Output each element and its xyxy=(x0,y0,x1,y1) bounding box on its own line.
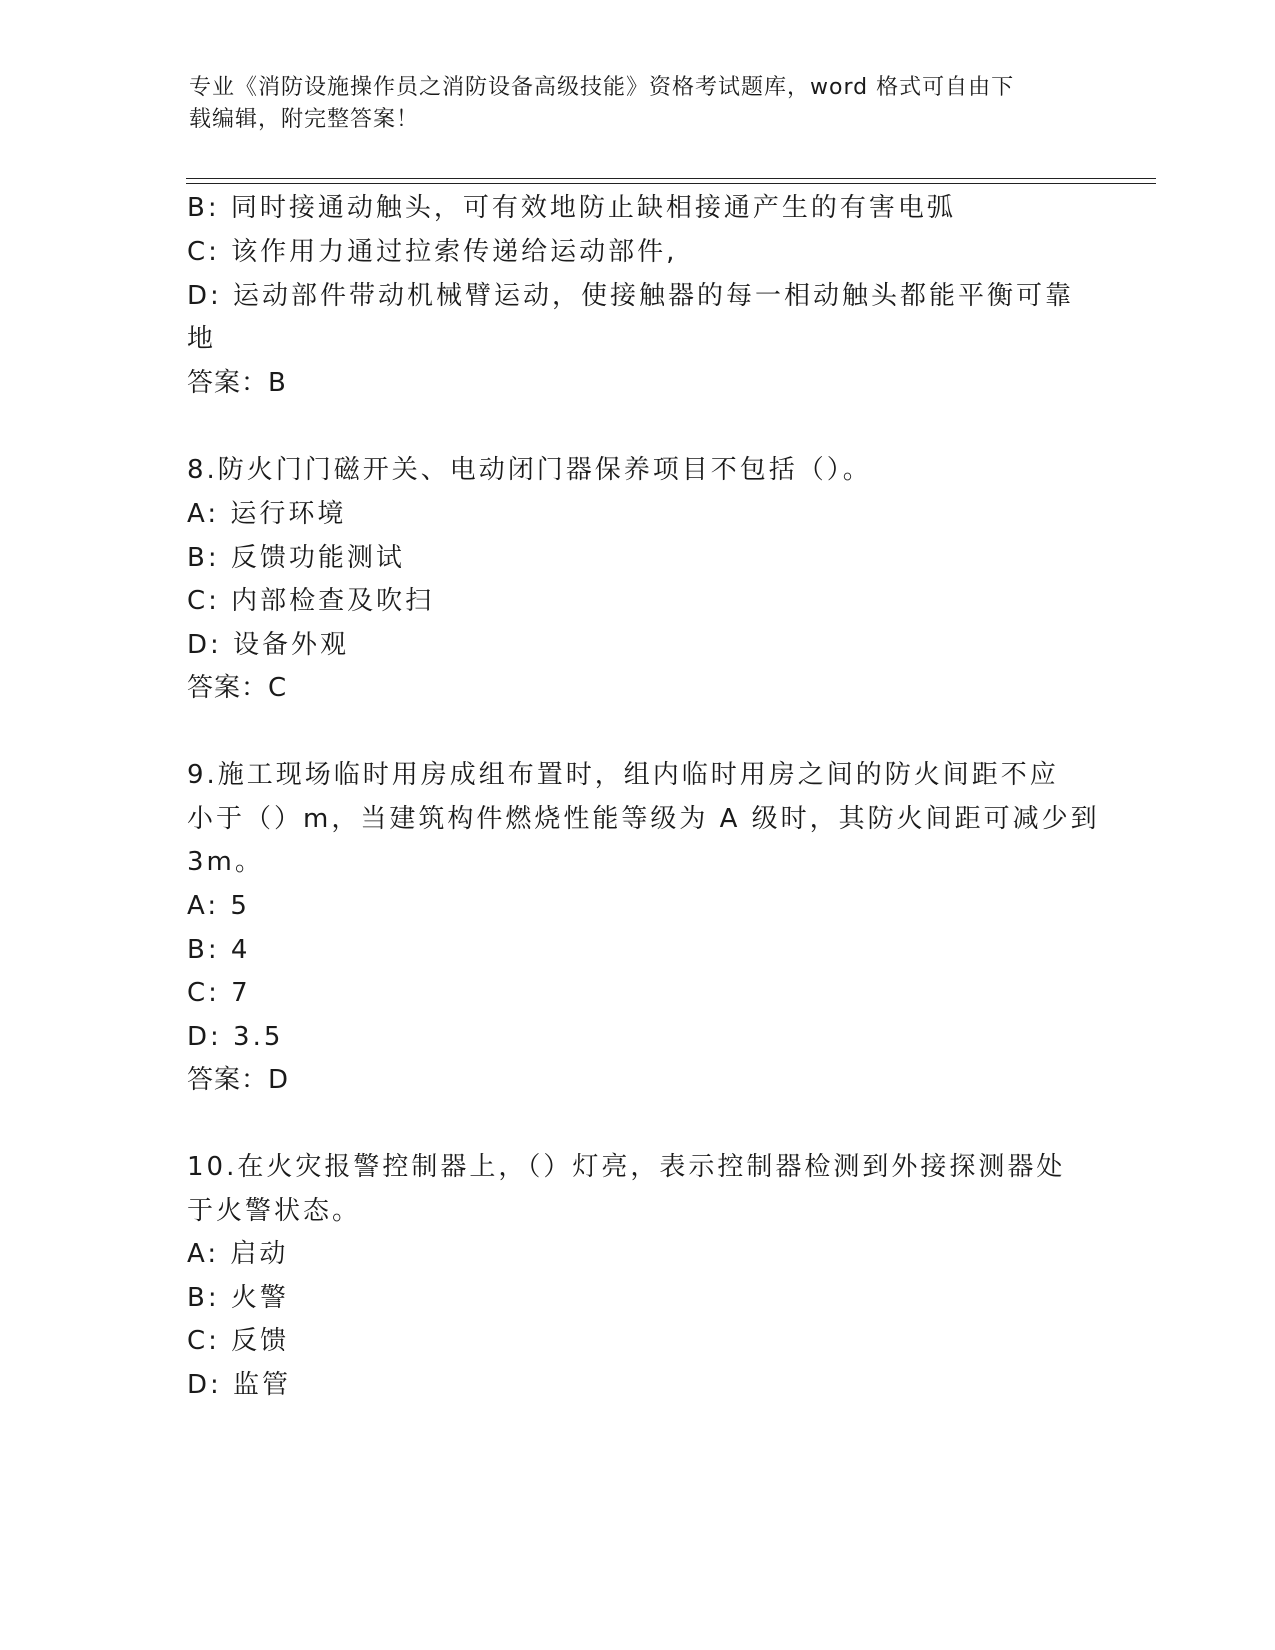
q8-option-d: D: 设备外观 xyxy=(187,630,350,660)
q9-question-line-2: 小于（）m，当建筑构件燃烧性能等级为 A 级时，其防火间距可减少到 xyxy=(187,804,1100,834)
q10-question-line-1: 10.在火灾报警控制器上，（）灯亮，表示控制器检测到外接探测器处 xyxy=(187,1152,1066,1182)
q9-option-b: B: 4 xyxy=(187,935,251,965)
q9-option-d: D: 3.5 xyxy=(187,1022,284,1052)
q7-option-d-line-2: 地 xyxy=(187,324,217,354)
q10-option-a: A: 启动 xyxy=(187,1239,289,1269)
q9-question-line-1: 9.施工现场临时用房成组布置时，组内临时用房之间的防火间距不应 xyxy=(187,760,1059,790)
q8-option-a: A: 运行环境 xyxy=(187,499,347,529)
q9-question-line-3: 3m。 xyxy=(187,847,264,877)
q10-question-line-2: 于火警状态。 xyxy=(187,1196,362,1226)
q10-option-b: B: 火警 xyxy=(187,1283,289,1313)
q8-question: 8.防火门门磁开关、电动闭门器保养项目不包括（）。 xyxy=(187,455,872,485)
q9-option-a: A: 5 xyxy=(187,891,250,921)
q8-option-c: C: 内部检查及吹扫 xyxy=(187,586,435,616)
q7-option-b: B: 同时接通动触头，可有效地防止缺相接通产生的有害电弧 xyxy=(187,193,956,223)
q10-option-c: C: 反馈 xyxy=(187,1326,290,1356)
header-divider-bottom xyxy=(186,183,1156,184)
q7-answer: 答案：B xyxy=(187,368,287,398)
q7-option-d-line-1: D: 运动部件带动机械臂运动，使接触器的每一相动触头都能平衡可靠 xyxy=(187,281,1075,311)
q9-answer: 答案：D xyxy=(187,1065,290,1095)
q10-option-d: D: 监管 xyxy=(187,1370,292,1400)
q7-option-c: C: 该作用力通过拉索传递给运动部件, xyxy=(187,237,678,267)
q8-answer: 答案：C xyxy=(187,673,288,703)
header-divider-top xyxy=(186,178,1156,179)
header-line-1: 专业《消防设施操作员之消防设备高级技能》资格考试题库，word 格式可自由下 xyxy=(189,75,1015,100)
q9-option-c: C: 7 xyxy=(187,978,251,1008)
q8-option-b: B: 反馈功能测试 xyxy=(187,543,405,573)
header-line-2: 载编辑，附完整答案！ xyxy=(189,107,420,132)
document-header xyxy=(189,72,1069,136)
